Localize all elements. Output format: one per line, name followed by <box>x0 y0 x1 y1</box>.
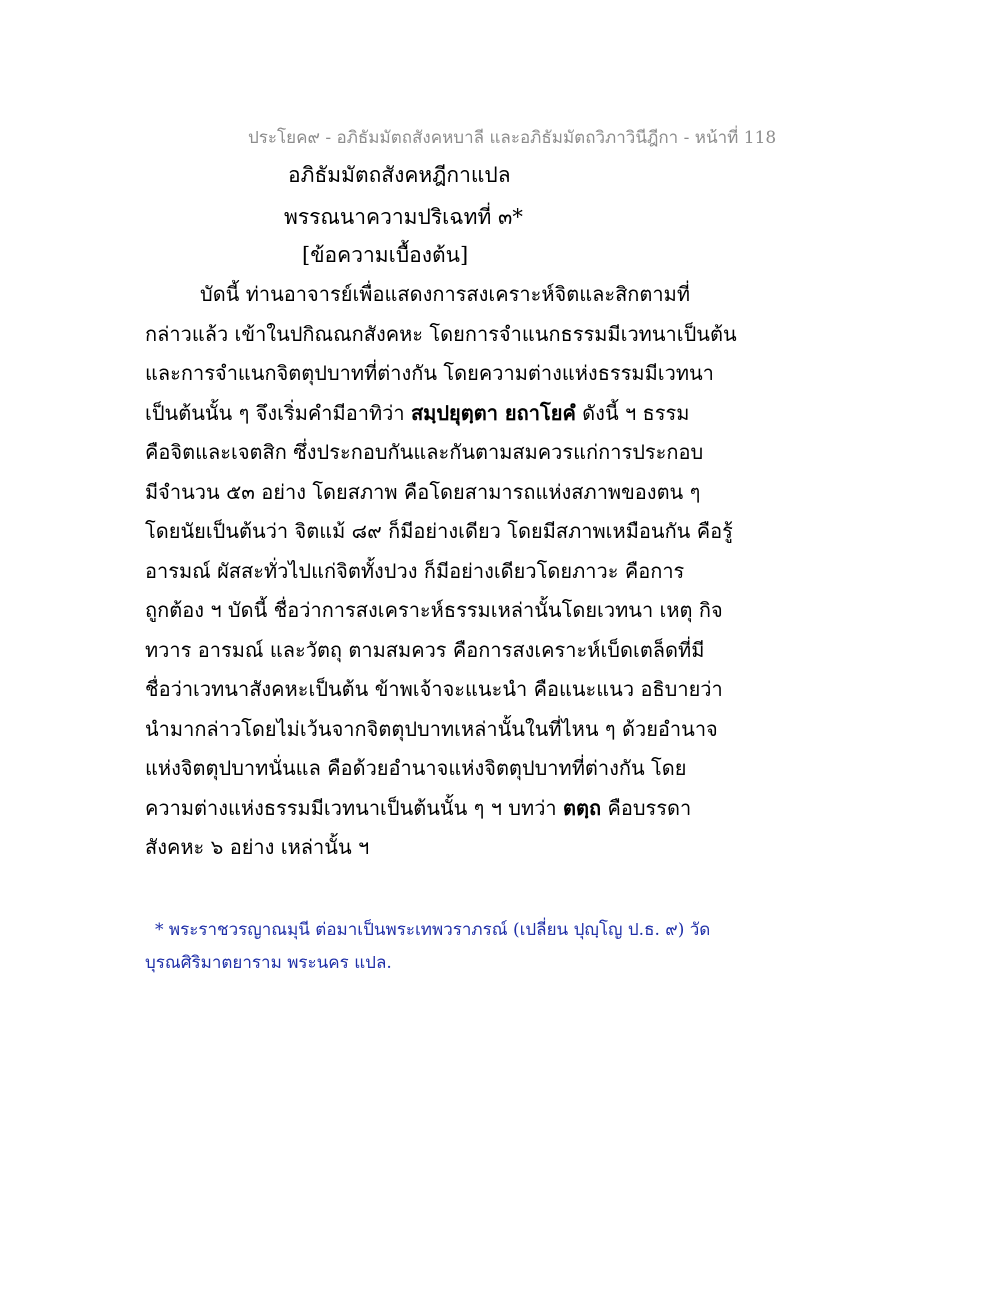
body-line: โดยนัยเป็นต้นว่า จิตแม้ ๘๙ ก็มีอย่างเดียว โดยมีสภาพเหมือนกัน คือรู้ <box>145 519 733 543</box>
body-line <box>145 789 715 829</box>
body-line: ทวาร อารมณ์ และวัตถุ ตามสมควร คือการสงเคราะห์เบ็ดเตล็ดที่มี <box>145 637 705 662</box>
body-text-segment: ความต่างแห่งธรรมมีเวทนาเป็นต้นนั้น ๆ ฯ บทว่า <box>145 795 564 820</box>
body-paragraph <box>145 275 737 868</box>
book-title: อภิธัมมัตถสังคหฎีกาแปล <box>288 163 511 187</box>
body-line: บัดนี้ ท่านอาจารย์เพื่อแสดงการสงเคราะห์จิตและสิกตามที่ <box>200 282 690 306</box>
body-line: กล่าวแล้ว เข้าในปกิณณกสังคหะ โดยการจำแนกธรรมมีเวทนาเป็นต้น <box>145 321 737 346</box>
footnote-line: บุรณศิริมาตยาราม พระนคร แปล. <box>145 953 392 973</box>
body-line: มีจำนวน ๕๓ อย่าง โดยสภาพ คือโดยสามารถแห่งสภาพของตน ๆ <box>145 479 701 504</box>
pali-term-bold: ตตฺถ <box>563 795 602 820</box>
chapter-title: พรรณนาความปริเฉทที่ ๓* <box>284 205 523 229</box>
section-heading: [ข้อความเบื้องต้น] <box>302 243 469 267</box>
running-header: ประโยค๙ - อภิธัมมัตถสังคหบาลี และอภิธัมมัตถวิภาวินีฎีกา - หน้าที่ 118 <box>248 128 777 148</box>
body-line: อารมณ์ ผัสสะทั่วไปแก่จิตทั้งปวง ก็มีอย่างเดียวโดยภาวะ คือการ <box>145 558 685 583</box>
body-text-segment: เป็นต้นนั้น ๆ จึงเริ่มคำมีอาทิว่า <box>145 400 411 425</box>
body-line: สังคหะ ๖ อย่าง เหล่านั้น ฯ <box>145 835 370 859</box>
body-line: ถูกต้อง ฯ บัดนี้ ชื่อว่าการสงเคราะห์ธรรมเหล่านั้นโดยเวทนา เหตุ กิจ <box>145 598 723 622</box>
body-line <box>145 394 715 434</box>
body-line: ชื่อว่าเวทนาสังคหะเป็นต้น ข้าพเจ้าจะแนะนำ คือแนะแนว อธิบายว่า <box>145 677 723 701</box>
body-text-segment: ดังนี้ ฯ ธรรม <box>575 400 690 425</box>
body-line: นำมากล่าวโดยไม่เว้นจากจิตตุปบาทเหล่านั้นในที่ไหน ๆ ด้วยอำนาจ <box>145 716 718 741</box>
body-line: และการจำแนกจิตตุปบาทที่ต่างกัน โดยความต่างแห่งธรรมมีเวทนา <box>145 361 714 385</box>
footnote <box>145 914 715 980</box>
body-line: แห่งจิตตุปบาทนั่นแล คือด้วยอำนาจแห่งจิตตุปบาทที่ต่างกัน โดย <box>145 756 687 780</box>
body-text-segment: คือบรรดา <box>601 795 692 820</box>
pali-term-bold: สมฺปยุตฺตา ยถาโยคํ <box>410 400 576 425</box>
body-line: คือจิตและเจตสิก ซึ่งประกอบกันและกันตามสมควรแก่การประกอบ <box>145 440 704 464</box>
footnote-line: * พระราชวรญาณมุนี ต่อมาเป็นพระเทพวราภรณ์ (เปลี่ยน ปุญฺโญ ป.ธ. ๙) วัด <box>155 920 711 940</box>
